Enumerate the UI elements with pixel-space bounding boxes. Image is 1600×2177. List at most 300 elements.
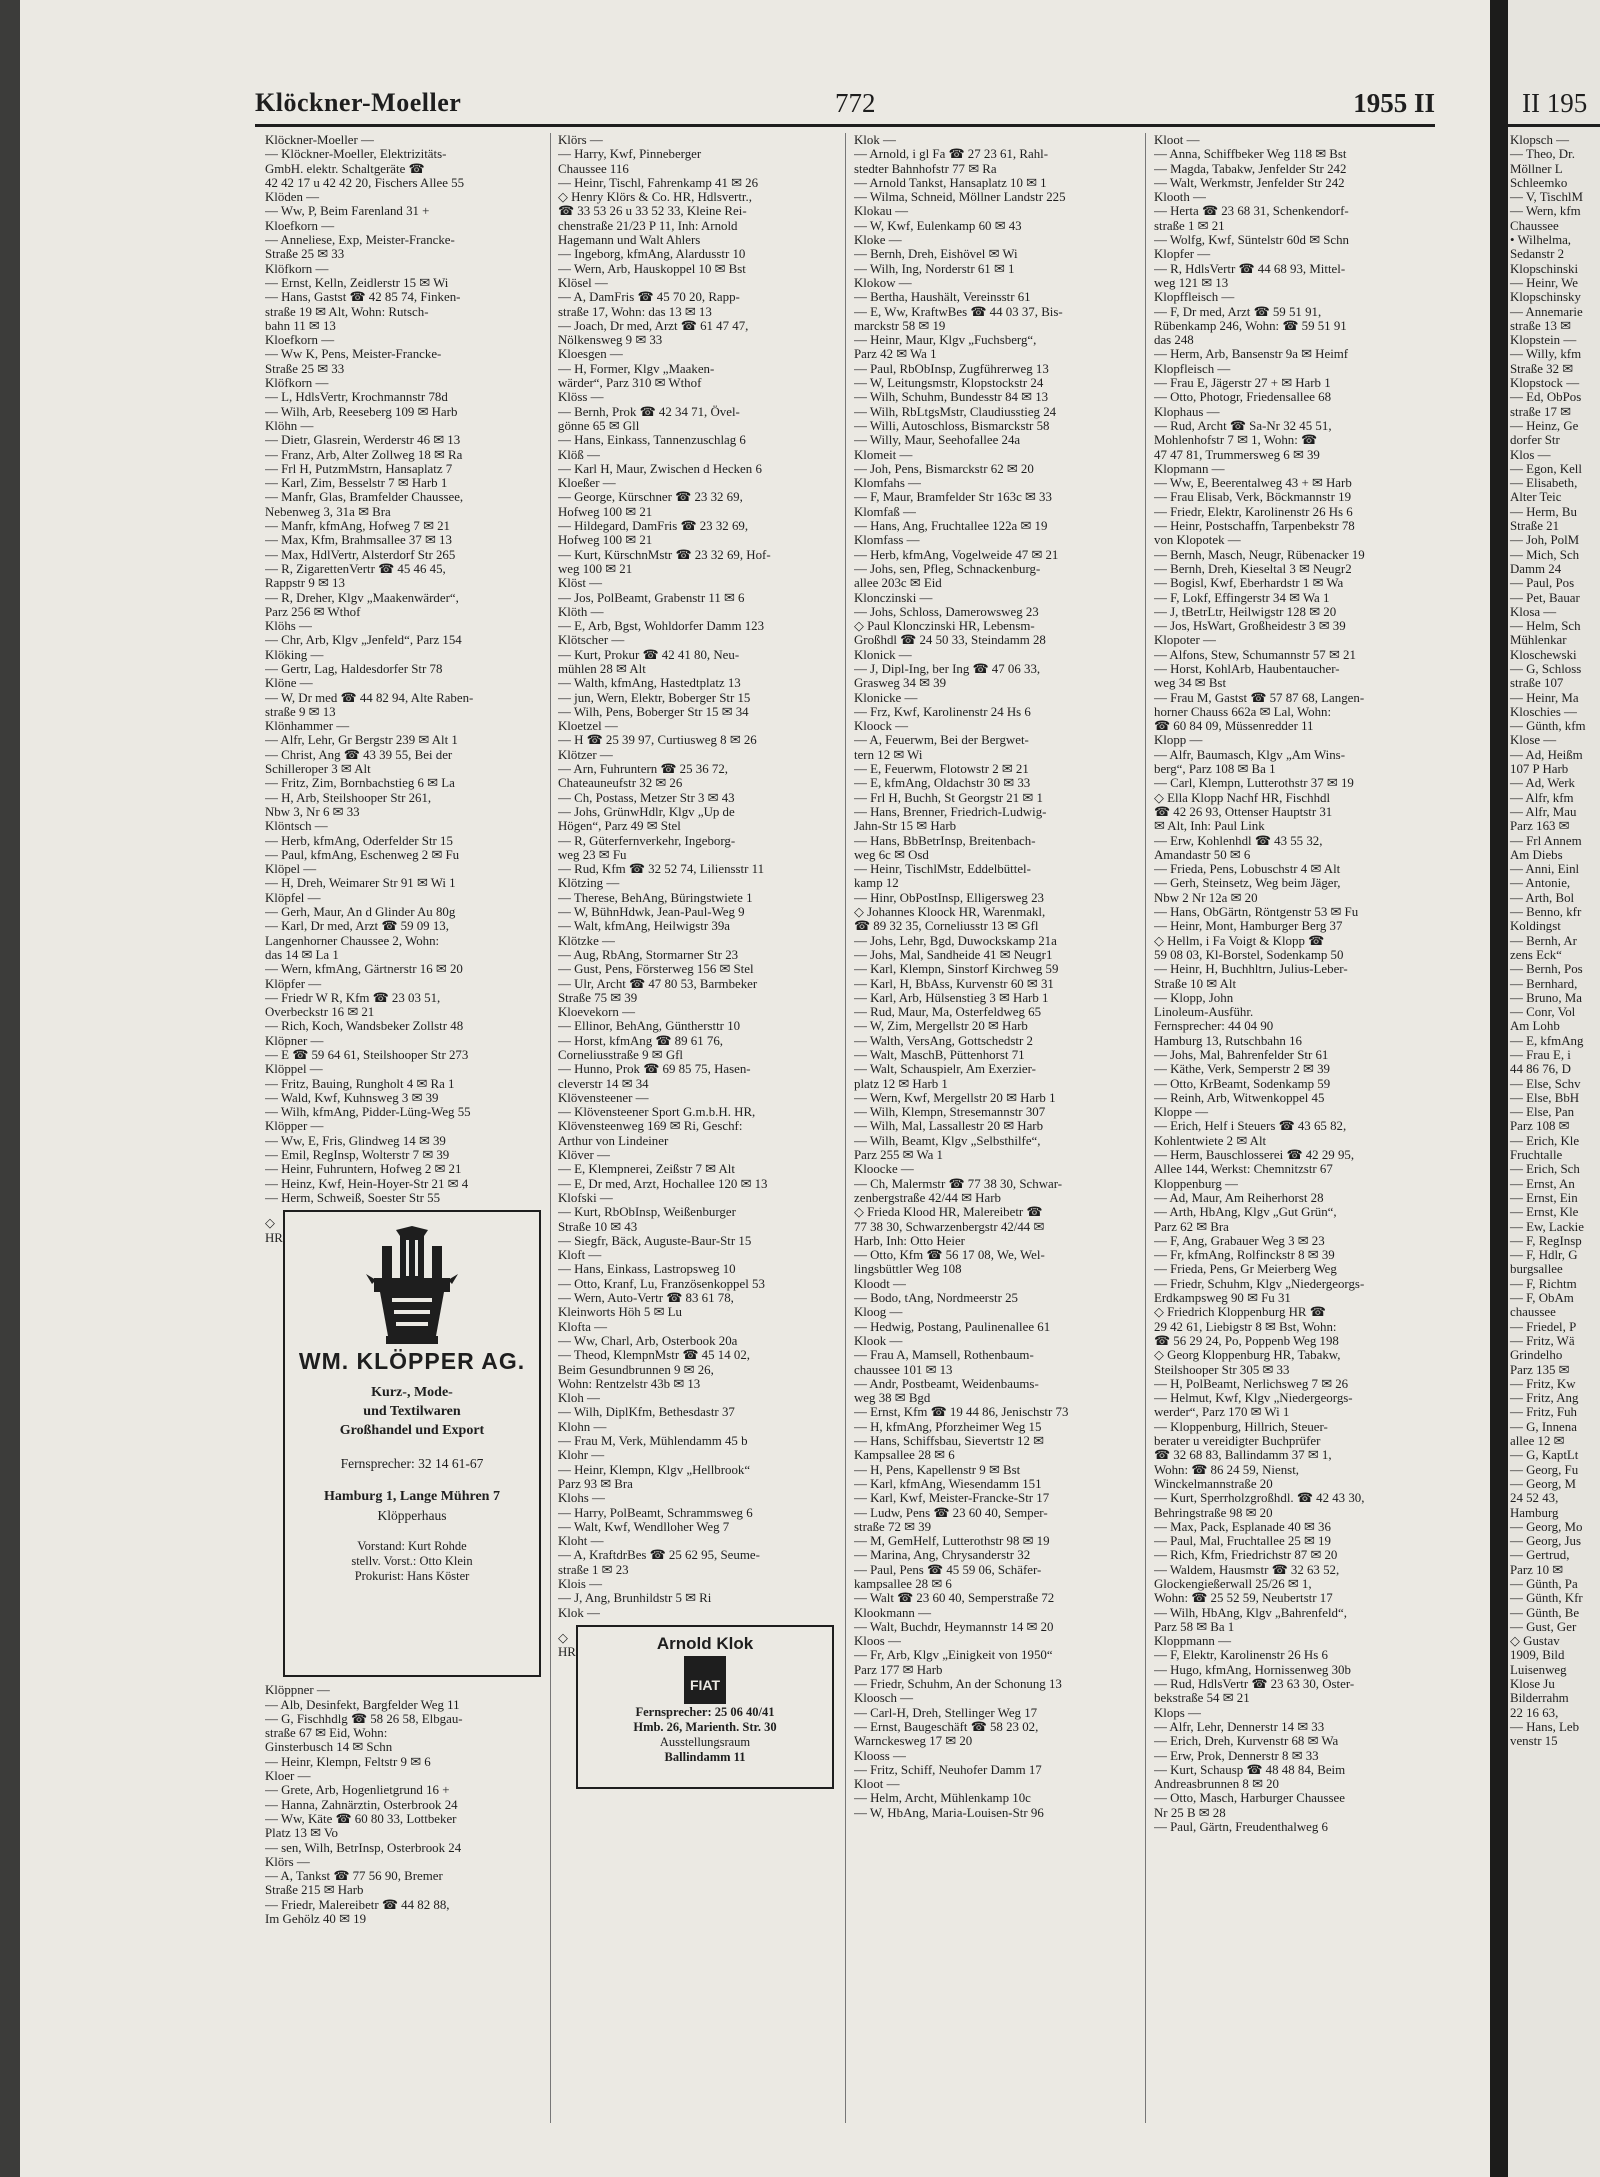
next-page-line: Parz 10 ✉ <box>1510 1562 1564 1577</box>
directory-line: — Ludw, Pens ☎ 23 60 40, Semper- <box>854 1505 1048 1520</box>
directory-line: — Jos, HsWart, Großheidestr 3 ✉ 39 <box>1154 619 1346 634</box>
next-page-line: Klopstock — <box>1510 376 1580 391</box>
directory-line: — E, kfmAng, Oldachstr 30 ✉ 33 <box>854 776 1031 791</box>
directory-line: Klofski — <box>558 1190 613 1205</box>
next-page-line: Damm 24 <box>1510 561 1562 576</box>
directory-line: Klöne — <box>265 676 313 691</box>
directory-line: — Wilh, Beamt, Klgv „Selbsthilfe“, <box>854 1133 1041 1148</box>
directory-line: — Otto, Masch, Harburger Chaussee <box>1154 1791 1345 1806</box>
directory-line: Allee 144, Werkst: Chemnitzstr 67 <box>1154 1162 1333 1177</box>
directory-line: — Manfr, Glas, Bramfelder Chaussee, <box>265 490 464 505</box>
running-head-right: 1955 II <box>1353 88 1435 118</box>
directory-line: Parz 58 ✉ Ba 1 <box>1154 1619 1235 1634</box>
directory-line: Klomeit — <box>854 447 913 462</box>
next-page-line: — Ad, Heißm <box>1510 747 1583 762</box>
directory-line: — Dietr, Glasrein, Werderstr 46 ✉ 13 <box>265 433 461 448</box>
directory-line: — Otto, Photogr, Friedensallee 68 <box>1154 390 1332 405</box>
next-page-line: — Egon, Kell <box>1510 461 1582 476</box>
next-page-line: — Gust, Ger <box>1510 1619 1577 1634</box>
directory-line: chaussee 101 ✉ 13 <box>854 1362 953 1377</box>
next-page-line: — Joh, PolM <box>1510 533 1580 548</box>
directory-line: — Klöckner-Moeller, Elektrizitäts- <box>265 147 447 162</box>
next-page-line: — Herm, Bu <box>1510 504 1577 519</box>
directory-line: Klonick — <box>854 647 912 662</box>
directory-line: Kloog — <box>854 1305 903 1320</box>
ad-phone: Fernsprecher: 32 14 61-67 <box>340 1455 484 1471</box>
next-page-line: — Ernst, Ein <box>1510 1190 1578 1205</box>
directory-line: — Walth, VersAng, Gottschedstr 2 <box>854 1033 1033 1048</box>
directory-line: Kloeßer — <box>558 476 616 491</box>
directory-line: — Heinr, Klempn, Klgv „Hellbrook“ <box>558 1462 751 1477</box>
directory-line: — R, Dreher, Klgv „Maakenwärder“, <box>265 590 459 605</box>
directory-line: ◇ Hellm, i Fa Voigt & Klopp ☎ <box>1154 933 1325 948</box>
directory-line: — Paul, Gärtn, Freudenthalweg 6 <box>1154 1820 1328 1835</box>
directory-line: — Johs, GrünwHdlr, Klgv „Up de <box>558 804 735 819</box>
directory-line: — Frau M, Gastst ☎ 57 87 68, Langen- <box>1154 690 1365 705</box>
directory-line: Rappstr 9 ✉ 13 <box>265 576 345 591</box>
directory-line: — E ☎ 59 64 61, Steilshooper Str 273 <box>265 1048 469 1062</box>
directory-line: — Karl, Kwf, Meister-Francke-Str 17 <box>854 1491 1050 1506</box>
directory-line: Nbw 3, Nr 6 ✉ 33 <box>265 804 360 819</box>
next-page-line: — Paul, Pos <box>1510 576 1575 591</box>
directory-line: Kloot — <box>854 1777 900 1792</box>
directory-line: Parz 62 ✉ Bra <box>1154 1219 1229 1234</box>
directory-line: — Joh, Pens, Bismarckstr 62 ✉ 20 <box>854 461 1034 476</box>
directory-line: — Käthe, Verk, Semperstr 2 ✉ 39 <box>1154 1062 1330 1077</box>
directory-line: Klöking — <box>265 647 324 662</box>
directory-line: — Emil, RegInsp, Wolterstr 7 ✉ 39 <box>265 1148 450 1163</box>
directory-line: — Alfons, Stew, Schumannstr 57 ✉ 21 <box>1154 647 1356 662</box>
directory-line: Parz 256 ✉ Wthof <box>265 604 361 619</box>
directory-line: Linoleum-Ausführ. <box>1154 1005 1254 1020</box>
directory-line: Klöss — <box>558 390 604 405</box>
directory-line: — Max, HdlVertr, Alsterdorf Str 265 <box>265 547 456 562</box>
advertisement-klok <box>576 1625 834 1789</box>
next-page-rule <box>1508 124 1600 127</box>
next-page-line: Am Lohb <box>1510 1019 1560 1034</box>
directory-line: — Wilh, RbLtgsMstr, Claudiusstieg 24 <box>854 404 1057 419</box>
directory-line: — A, Feuerwm, Bei der Bergwet- <box>854 733 1029 748</box>
directory-line: — Walth, kfmAng, Hastedtplatz 13 <box>558 676 741 691</box>
directory-line: Kloos — <box>854 1634 901 1649</box>
directory-line: — Paul, RbObInsp, Zugführerweg 13 <box>854 361 1049 376</box>
directory-line: — Ww, E, Fris, Glindweg 14 ✉ 39 <box>265 1133 446 1148</box>
directory-line: — Anna, Schiffbeker Weg 118 ✉ Bst <box>1154 147 1347 162</box>
next-page-line: — Heinz, Ge <box>1510 418 1579 433</box>
book-gutter <box>1490 0 1508 2177</box>
next-page-line: — Fritz, Wä <box>1510 1333 1575 1348</box>
directory-line: Högen“, Parz 49 ✉ Stel <box>558 819 681 834</box>
directory-line: Amandastr 50 ✉ 6 <box>1154 847 1251 862</box>
directory-line: tern 12 ✉ Wi <box>854 747 923 762</box>
directory-line: Klomfaß — <box>854 504 916 519</box>
directory-line: — Aug, RbAng, Stormarner Str 23 <box>558 947 739 962</box>
directory-line: — Rud, Maur, Ma, Osterfeldweg 65 <box>854 1005 1042 1020</box>
directory-line: — Wilh, kfmAng, Pidder-Lüng-Weg 55 <box>265 1105 471 1120</box>
directory-line: — Rud, Kfm ☎ 32 52 74, Liliensstr 11 <box>558 862 765 877</box>
directory-line: — F, Maur, Bramfelder Str 163c ✉ 33 <box>854 490 1052 505</box>
directory-line: ☎ 42 26 93, Ottenser Hauptstr 31 <box>1154 804 1333 819</box>
directory-line: Platz 13 ✉ Vo <box>265 1826 338 1841</box>
directory-line: Klöntsch — <box>265 819 328 834</box>
directory-line: — Frau A, Mamsell, Rothenbaum- <box>854 1348 1034 1363</box>
directory-line: — Johs, Schloss, Damerowsweg 23 <box>854 604 1039 619</box>
directory-line: Kloft — <box>558 1248 602 1263</box>
next-page-line: Straße 32 ✉ <box>1510 361 1574 376</box>
ad-text: Kurz-, Mode- <box>371 1384 453 1400</box>
directory-line: — Fritz, Schiff, Neuhofer Damm 17 <box>854 1762 1042 1777</box>
directory-line: — Arn, Fuhruntern ☎ 25 36 72, <box>558 762 729 777</box>
directory-line: — Arth, HbAng, Klgv „Gut Grün“, <box>1154 1205 1337 1220</box>
directory-line: — Erw, Kohlenhdl ☎ 43 55 32, <box>1154 833 1323 848</box>
directory-line: — Klopp, John <box>1154 990 1234 1005</box>
next-page-line: — Fritz, Kw <box>1510 1376 1576 1391</box>
directory-line: — Gertr, Lag, Haldesdorfer Str 78 <box>265 661 443 676</box>
directory-line: — R, Güterfernverkehr, Ingeborg- <box>558 833 736 848</box>
next-page-line: Grindelho <box>1510 1348 1563 1363</box>
directory-line: — Kurt, Sperrholzgroßhdl. ☎ 42 43 30, <box>1154 1491 1365 1506</box>
directory-line: — Hans, Gastst ☎ 42 85 74, Finken- <box>265 290 461 305</box>
next-page-line: — Fritz, Ang <box>1510 1391 1579 1406</box>
directory-line: — Frieda, Pens, Gr Meierberg Weg <box>1154 1262 1337 1277</box>
directory-line: — Jos, PolBeamt, Grabenstr 11 ✉ 6 <box>558 590 745 605</box>
directory-line: — Bernh, Dreh, Kieseltal 3 ✉ Neugr2 <box>1154 561 1352 576</box>
next-page-line: burgsallee <box>1510 1262 1563 1277</box>
directory-line: Klöckner-Moeller — <box>265 133 374 147</box>
directory-line: Klöst — <box>558 576 603 591</box>
directory-line: — Bernh, Prok ☎ 42 34 71, Övel- <box>558 404 740 419</box>
directory-line: Klops — <box>1154 1705 1201 1720</box>
directory-line: Klöhs — <box>265 619 312 634</box>
directory-line: — Heinr, Mont, Hamburger Berg 37 <box>1154 919 1343 934</box>
directory-line: — Helmut, Kwf, Klgv „Niedergeorgs- <box>1154 1391 1353 1406</box>
hr-marker: ◇ HR <box>265 1216 283 1245</box>
ad-board: Vorstand: Kurt Rohde <box>357 1538 467 1553</box>
directory-line: Straße 25 ✉ 33 <box>265 247 345 262</box>
directory-line: — Hans, Einkass, Tannenzuschlag 6 <box>558 433 746 448</box>
directory-line: Schilleroper 3 ✉ Alt <box>265 762 371 777</box>
directory-line: Klöpner — <box>265 1033 324 1048</box>
directory-line: — Heinr, TischlMstr, Eddelbüttel- <box>854 862 1031 877</box>
directory-line: — Hanna, Zahnärztin, Osterbrook 24 <box>265 1797 458 1812</box>
directory-line: — A, Tankst ☎ 77 56 90, Bremer <box>265 1869 443 1884</box>
directory-line: Arthur von Lindeiner <box>558 1133 669 1148</box>
next-page-line: — Heinr, We <box>1510 275 1579 290</box>
directory-line: Klöden — <box>265 190 320 205</box>
directory-line: chenstraße 21/23 P 11, Inh: Arnold <box>558 218 738 233</box>
directory-line: — Heinr, Maur, Klgv „Fuchsberg“, <box>854 333 1037 348</box>
directory-line: — Hedwig, Postang, Paulinenallee 61 <box>854 1319 1051 1334</box>
next-page-line: — V, TischlM <box>1510 190 1583 205</box>
directory-line: stedter Bahnhofstr 77 ✉ Ra <box>854 161 997 176</box>
directory-line: — Ad, Maur, Am Reiherhorst 28 <box>1154 1190 1324 1205</box>
directory-line: — E, Feuerwm, Flotowstr 2 ✉ 21 <box>854 762 1029 777</box>
directory-line: — Karl H, Maur, Zwischen d Hecken 6 <box>558 461 762 476</box>
directory-line: — Waldem, Hausmstr ☎ 32 63 52, <box>1154 1562 1340 1577</box>
next-page-line: 107 P Harb <box>1510 762 1569 777</box>
directory-line: von Klopotek — <box>1154 533 1241 548</box>
directory-line: Klopfleisch — <box>1154 361 1231 376</box>
next-page-line: — Fritz, Fuh <box>1510 1405 1577 1420</box>
directory-line: — H, Pens, Kapellenstr 9 ✉ Bst <box>854 1462 1021 1477</box>
directory-line: — Carl, Klempn, Lutterothstr 37 ✉ 19 <box>1154 776 1354 791</box>
directory-line: Wohn: ☎ 86 24 59, Nienst, <box>1154 1462 1299 1477</box>
next-page-line: — Hans, Leb <box>1510 1719 1580 1734</box>
next-page-line: 44 86 76, D <box>1510 1062 1571 1077</box>
directory-line: Klöppner — <box>265 1683 330 1698</box>
directory-line: Kloodt — <box>854 1276 906 1291</box>
next-page-line: Möllner L <box>1510 161 1563 176</box>
next-page-line: straße 17 ✉ <box>1510 404 1571 419</box>
next-page-line: allee 12 ✉ <box>1510 1434 1565 1449</box>
next-page-edge <box>1508 0 1600 2177</box>
directory-line: Klonicke — <box>854 690 918 705</box>
directory-line: — Bodo, tAng, Nordmeerstr 25 <box>854 1291 1018 1306</box>
directory-line: weg 100 ✉ 21 <box>558 561 633 576</box>
next-page-line: Bilderrahm <box>1510 1691 1569 1706</box>
directory-line: Kampsallee 28 ✉ 6 <box>854 1448 955 1463</box>
directory-line: — Walt, kfmAng, Heilwigstr 39a <box>558 919 731 934</box>
column-4 <box>1154 133 1432 2123</box>
next-page-line: chaussee <box>1510 1305 1556 1320</box>
next-page-line: — Georg, Mo <box>1510 1519 1583 1534</box>
directory-line: straße 67 ✉ Eid, Wohn: <box>265 1726 388 1741</box>
directory-line: — Wilh, Mal, Lassallestr 20 ✉ Harb <box>854 1119 1044 1134</box>
next-page-line: — Frl Annem <box>1510 833 1582 848</box>
next-page-line: Am Diebs <box>1510 847 1563 862</box>
next-page-line: Straße 21 <box>1510 519 1560 534</box>
directory-line: Warnckesweg 17 ✉ 20 <box>854 1734 973 1749</box>
directory-line: — Frau M, Verk, Mühlendamm 45 b <box>558 1434 748 1449</box>
directory-line: Klohs — <box>558 1491 605 1506</box>
next-page-line: — G, Innena <box>1510 1419 1577 1434</box>
directory-line: lingsbüttler Weg 108 <box>854 1262 962 1277</box>
directory-line: Klöß — <box>558 447 600 462</box>
next-page-line: — Ernst, An <box>1510 1176 1575 1191</box>
directory-line: — Otto, Kranf, Lu, Französenkoppel 53 <box>558 1276 765 1291</box>
ad-text: und Textilwaren <box>363 1403 461 1419</box>
next-page-line: Fruchtalle <box>1510 1148 1563 1163</box>
page-header <box>255 88 1435 128</box>
ad-location: Ballindamm 11 <box>664 1750 746 1765</box>
next-page-line: — Alfr, Mau <box>1510 804 1577 819</box>
directory-line: — Andr, Postbeamt, Weidenbaums- <box>854 1376 1039 1391</box>
directory-line: Nbw 2 Nr 12a ✉ 20 <box>1154 890 1258 905</box>
directory-line: — F, Lokf, Effingerstr 34 ✉ Wa 1 <box>1154 590 1330 605</box>
directory-line: straße 9 ✉ 13 <box>265 704 336 719</box>
directory-line: — E, Ww, KraftwBes ☎ 44 03 37, Bis- <box>854 304 1063 319</box>
directory-line: — Ulr, Archt ☎ 47 80 53, Barmbeker <box>558 976 758 991</box>
directory-line: Klörs — <box>558 133 603 147</box>
directory-line: ◇ Paul Klonczinski HR, Lebensm- <box>854 619 1035 634</box>
next-page-line: — Georg, Fu <box>1510 1462 1579 1477</box>
directory-line: — Herb, kfmAng, Oderfelder Str 15 <box>265 833 453 848</box>
directory-line: Klophaus — <box>1154 404 1220 419</box>
directory-line: — Fr, kfmAng, Rolfinckstr 8 ✉ 39 <box>1154 1248 1335 1263</box>
directory-line: Kloosch — <box>854 1691 914 1706</box>
directory-line: Klohn — <box>558 1419 607 1434</box>
directory-line: — A, KraftdrBes ☎ 25 62 95, Seume- <box>558 1548 760 1563</box>
directory-line: — W, HbAng, Maria-Louisen-Str 96 <box>854 1805 1044 1820</box>
directory-line: Parz 255 ✉ Wa 1 <box>854 1148 943 1163</box>
next-page-line: — F, Hdlr, G <box>1510 1248 1578 1263</box>
directory-line: Kloevekorn — <box>558 1005 635 1020</box>
directory-line: — H, PolBeamt, Nerlichsweg 7 ✉ 26 <box>1154 1376 1349 1391</box>
directory-line: Chateauneufstr 32 ✉ 26 <box>558 776 683 791</box>
column-3 <box>854 133 1132 2123</box>
directory-line: Klövensteenweg 169 ✉ Ri, Geschf: <box>558 1119 743 1134</box>
next-page-line: — Ew, Lackie <box>1510 1219 1584 1234</box>
directory-line: — Horst, KohlArb, Haubentaucher- <box>1154 661 1340 676</box>
directory-line: — Friedr, Schuhm, Klgv „Niedergeorgs- <box>1154 1276 1365 1291</box>
directory-line: — Hildegard, DamFris ☎ 23 32 69, <box>558 519 749 534</box>
next-page-line: Klopschinsky <box>1510 290 1581 305</box>
directory-line: Klopp — <box>1154 733 1203 748</box>
next-page-line: — Bernhard, <box>1510 976 1578 991</box>
directory-line: das 248 <box>1154 333 1194 348</box>
hr-marker: ◇ HR <box>558 1630 576 1660</box>
next-page-line: — Ad, Werk <box>1510 776 1575 791</box>
directory-line: — Franz, Arb, Alter Zollweg 18 ✉ Ra <box>265 447 463 462</box>
directory-line: — Willy, Maur, Seehofallee 24a <box>854 433 1021 448</box>
directory-line: cleverstr 14 ✉ 34 <box>558 1076 649 1091</box>
directory-line: — Friedr, Elektr, Karolinenstr 26 Hs 6 <box>1154 504 1353 519</box>
next-page-line: Klose Ju <box>1510 1677 1555 1692</box>
directory-line: — W, Kwf, Eulenkamp 60 ✉ 43 <box>854 218 1022 233</box>
directory-line: — W, Zim, Mergellstr 20 ✉ Harb <box>854 1019 1028 1034</box>
fiat-brand-text: FIAT <box>689 1677 721 1694</box>
directory-line: — Ww K, Pens, Meister-Francke- <box>265 347 442 362</box>
advertisement-kloepper <box>283 1210 541 1677</box>
column-divider <box>845 133 846 2123</box>
directory-line: — G, Fischhdlg ☎ 58 26 58, Elbgau- <box>265 1711 463 1726</box>
directory-line: Straße 215 ✉ Harb <box>265 1883 364 1898</box>
directory-line: — sen, Wilh, BetrInsp, Osterbrook 24 <box>265 1840 462 1855</box>
directory-line: Klokau — <box>854 204 909 219</box>
next-page-line: ◇ Gustav <box>1510 1634 1560 1649</box>
running-head-left: Klöckner-Moeller <box>255 88 462 117</box>
directory-line: — Otto, KrBeamt, Sodenkamp 59 <box>1154 1076 1331 1091</box>
directory-line: Steilshooper Str 305 ✉ 33 <box>1154 1362 1290 1377</box>
directory-line: Kohlentwiete 2 ✉ Alt <box>1154 1133 1267 1148</box>
directory-line: Klötzing — <box>558 876 620 891</box>
directory-line: — Paul, Mal, Fruchtallee 25 ✉ 19 <box>1154 1534 1331 1549</box>
directory-line: berg“, Parz 108 ✉ Ba 1 <box>1154 762 1276 777</box>
next-page-line: Sedanstr 2 <box>1510 247 1565 262</box>
directory-line: ☎ 56 29 24, Po, Poppenb Weg 198 <box>1154 1333 1339 1348</box>
directory-line: — Friedr W R, Kfm ☎ 23 03 51, <box>265 990 441 1005</box>
directory-line: — Wern, Arb, Hauskoppel 10 ✉ Bst <box>558 261 746 276</box>
directory-line: — Wald, Kwf, Kuhnsweg 3 ✉ 39 <box>265 1090 439 1105</box>
directory-line: — Walt ☎ 23 60 40, Semperstraße 72 <box>854 1591 1055 1606</box>
directory-line: Klövensteener — <box>558 1090 649 1105</box>
next-page-line: straße 13 ✉ <box>1510 318 1571 333</box>
next-page-line: — E, kfmAng <box>1510 1033 1584 1048</box>
directory-line: Kloke — <box>854 233 902 248</box>
directory-line: — Frau E, Jägerstr 27 + ✉ Harb 1 <box>1154 376 1331 391</box>
directory-line: — Klövensteener Sport G.m.b.H. HR, <box>558 1105 756 1120</box>
directory-line: — Ch, Malermstr ☎ 77 38 30, Schwar- <box>854 1176 1063 1191</box>
next-page-line: — Pet, Bauar <box>1510 590 1580 605</box>
directory-line: — Wilh, Ing, Norderstr 61 ✉ 1 <box>854 261 1015 276</box>
directory-line: Klönhammer — <box>265 719 350 734</box>
directory-line: — Max, Kfm, Brahmsallee 37 ✉ 13 <box>265 533 452 548</box>
directory-line: Straße 25 ✉ 33 <box>265 361 345 376</box>
directory-line: 59 08 03, Kl-Borstel, Sodenkamp 50 <box>1154 947 1344 962</box>
directory-line: — E, Dr med, Arzt, Hochallee 120 ✉ 13 <box>558 1176 768 1191</box>
next-page-line: — Alfr, kfm <box>1510 790 1574 805</box>
directory-line: ◇ Henry Klörs & Co. HR, Hdlsvertr., <box>558 190 752 205</box>
ad-board: Prokurist: Hans Köster <box>354 1568 470 1583</box>
next-page-line: — Conr, Vol <box>1510 1005 1576 1020</box>
directory-line: — Wilh, Schuhm, Bundesstr 84 ✉ 13 <box>854 390 1049 405</box>
directory-line: — Karl, Arb, Hülsenstieg 3 ✉ Harb 1 <box>854 990 1049 1005</box>
directory-line: 42 42 17 u 42 42 20, Fischers Allee 55 <box>265 175 465 190</box>
directory-line: — Alfr, Lehr, Gr Bergstr 239 ✉ Alt 1 <box>265 733 458 748</box>
directory-line: ◇ Friedrich Kloppenburg HR ☎ <box>1154 1305 1326 1320</box>
directory-line: weg 34 ✉ Bst <box>1154 676 1227 691</box>
directory-line: — Rud, HdlsVertr ☎ 23 63 30, Oster- <box>1154 1677 1355 1692</box>
directory-line: — Frau Elisab, Verk, Böckmannstr 19 <box>1154 490 1352 505</box>
directory-line: — Heinr, Fuhruntern, Hofweg 2 ✉ 21 <box>265 1162 462 1177</box>
next-page-line: zens Eck“ <box>1510 947 1562 962</box>
directory-line: — R, ZigarettenVertr ☎ 45 46 45, <box>265 561 446 576</box>
directory-line: Wohn: Rentzelstr 43b ✉ 13 <box>558 1376 701 1391</box>
directory-line: Klöth — <box>558 604 604 619</box>
directory-line: Hagemann und Walt Ahlers <box>558 233 701 248</box>
directory-line: Klötzer — <box>558 747 613 762</box>
next-page-line: — F, ObAm <box>1510 1291 1574 1306</box>
directory-line: Klörs — <box>265 1854 310 1869</box>
directory-line: — Walt, MaschB, Püttenhorst 71 <box>854 1048 1025 1062</box>
directory-line: straße 1 ✉ 23 <box>558 1562 629 1577</box>
directory-line: Klok — <box>558 1605 600 1620</box>
directory-line: — Karl, Dr med, Arzt ☎ 59 09 13, <box>265 919 449 934</box>
next-page-line: — Else, Schv <box>1510 1076 1581 1091</box>
directory-line: mühlen 28 ✉ Alt <box>558 661 646 676</box>
directory-line: zenbergstraße 42/44 ✉ Harb <box>854 1190 1001 1205</box>
directory-line: — Johs, Lehr, Bgd, Duwockskamp 21a <box>854 933 1057 948</box>
ad-text: Großhandel und Export <box>339 1422 485 1438</box>
next-page-line: Chaussee <box>1510 218 1559 233</box>
directory-line: weg 38 ✉ Bgd <box>854 1391 931 1406</box>
directory-line: — Herm, Arb, Bansenstr 9a ✉ Heimf <box>1154 347 1349 362</box>
directory-line: 77 38 30, Schwarzenbergstr 42/44 ✉ <box>854 1219 1045 1234</box>
directory-line: — Wilma, Schneid, Möllner Landstr 225 <box>854 190 1066 205</box>
directory-line: ☎ 89 32 35, Corneliusstr 13 ✉ Gfl <box>854 919 1039 934</box>
directory-line: — Gerh, Maur, An d Glinder Au 80g <box>265 905 456 920</box>
directory-line: bahn 11 ✉ 13 <box>265 318 336 333</box>
next-page-line: — Arth, Bol <box>1510 890 1575 905</box>
next-page-line: venstr 15 <box>1510 1734 1558 1749</box>
next-page-line: — Elisabeth, <box>1510 476 1578 491</box>
directory-line: — Gust, Pens, Försterweg 156 ✉ Stel <box>558 962 754 977</box>
directory-line: Winckelmannstraße 20 <box>1154 1476 1273 1491</box>
next-page-line: — Günth, kfm <box>1510 719 1586 734</box>
directory-line: — Erich, Helf i Steuers ☎ 43 65 82, <box>1154 1119 1347 1134</box>
directory-line: Corneliusstraße 9 ✉ Gfl <box>558 1048 684 1062</box>
directory-line: — Grete, Arb, Hogenlietgrund 16 + <box>265 1783 450 1798</box>
next-page-line: — Ed, ObPos <box>1510 390 1582 405</box>
directory-line: — Rud, Archt ☎ Sa-Nr 32 45 51, <box>1154 418 1332 433</box>
directory-line: Parz 93 ✉ Bra <box>558 1476 633 1491</box>
next-page-line: Klosa — <box>1510 604 1557 619</box>
next-page-line: — Gertrud, <box>1510 1548 1570 1563</box>
directory-line: platz 12 ✉ Harb 1 <box>854 1076 948 1091</box>
directory-line: Grasweg 34 ✉ 39 <box>854 676 947 691</box>
directory-line: Klooth — <box>1154 190 1206 205</box>
directory-line: Rübenkamp 246, Wohn: ☎ 59 51 91 <box>1154 318 1347 333</box>
